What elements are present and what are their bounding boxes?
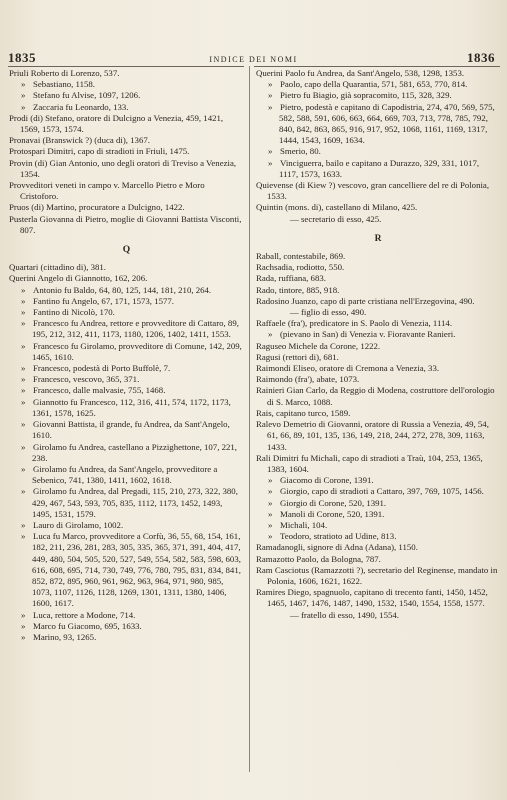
index-entry: Ralevo Demetrio di Giovanni, oratore di Russia a Venezia, 49, 54, 61, 66, 89, 101, 135, 136, 149, 218, 244, 272, 278, 309, 1163, 1433.	[256, 419, 489, 452]
index-subentry-text: Giorgio di Corone, 520, 1391.	[280, 497, 387, 508]
index-subentry	[256, 90, 500, 101]
index-subentry	[256, 520, 500, 531]
header-rule-left	[8, 66, 244, 67]
index-subentry-text: (pievano in San) di Venezia v. Fioravante Ranieri.	[280, 329, 456, 340]
index-subentry	[9, 632, 244, 643]
index-entry: Pruos (di) Martino, procuratore a Dulcigno, 1422.	[9, 202, 185, 213]
index-entry: Pronavai (Branswick ?) (duca di), 1367.	[9, 135, 150, 146]
index-subentry-text: Francesco fu Girolamo, provveditore di Comune, 142, 209, 1465, 1610.	[32, 340, 242, 362]
index-subentry	[256, 475, 500, 486]
index-entry: Rado, tintore, 885, 918.	[256, 284, 340, 295]
index-subentry	[9, 285, 244, 296]
index-entry: Pusterla Giovanna di Pietro, moglie di Giovanni Battista Visconti, 807.	[9, 213, 242, 235]
index-subentry	[256, 158, 500, 180]
index-subentry-text: Pietro fu Biagio, già sopracomito, 115, 328, 329.	[280, 90, 452, 101]
index-subentry-text: Pietro, podestà e capitano di Capodistria, 274, 470, 569, 575, 582, 588, 591, 606, 663, 664, 669, 703, 713, 778, 785, 792, 840, 842, 863, 865, 916, 917, 952, 1068, 1161, 1169, 1317, 1444, 1543, 1609, 1634.	[279, 101, 495, 146]
index-subentry-text: Teodoro, stratioto ad Udine, 813.	[280, 531, 397, 542]
index-subentry-text: Lauro di Girolamo, 1002.	[33, 519, 124, 530]
index-subentry-text: Giacomo di Corone, 1391.	[280, 475, 374, 486]
index-subentry	[9, 102, 244, 113]
index-subentry	[9, 520, 244, 531]
ditto-mark: »	[21, 284, 26, 295]
index-entry: Priuli Roberto di Lorenzo, 537.	[9, 68, 120, 78]
index-subentry	[9, 486, 244, 520]
ditto-mark: »	[21, 101, 26, 112]
index-subentry	[9, 610, 244, 621]
index-subentry-text: Vinciguerra, bailo e capitano a Durazzo, 329, 331, 1017, 1117, 1573, 1633.	[279, 157, 480, 179]
index-entry: Provveditori veneti in campo v. Marcello Pietro e Moro Cristoforo.	[9, 180, 205, 202]
index-subentry-text: Antonio fu Baldo, 64, 80, 125, 144, 181, 210, 264.	[33, 284, 212, 295]
index-entry: Raffaele (fra'), predicatore in S. Paolo di Venezia, 1114.	[256, 318, 453, 329]
ditto-mark: »	[21, 486, 26, 497]
index-subentry	[9, 363, 244, 374]
index-subentry	[256, 509, 500, 520]
ditto-mark: »	[21, 340, 26, 351]
index-entry: Raball, contestabile, 869.	[256, 251, 346, 262]
ditto-mark: »	[21, 609, 26, 620]
index-subentry	[9, 318, 244, 340]
section-letter: Q	[122, 245, 131, 256]
index-subentry-text: Marco fu Giacomo, 695, 1633.	[33, 620, 142, 631]
ditto-mark: »	[268, 497, 273, 508]
index-subentry-text: Michali, 104.	[280, 519, 328, 530]
header-rule-right	[254, 66, 500, 67]
index-subentry	[9, 307, 244, 318]
index-subentry-text: Luca, rettore a Modone, 714.	[33, 609, 136, 620]
ditto-mark: »	[21, 90, 26, 101]
index-subentry-text: Girolamo fu Andrea, dal Pregadi, 115, 210, 273, 322, 380, 429, 467, 543, 593, 705, 835, 1112, 1173, 1452, 1493, 1495, 1531, 1579.	[32, 486, 238, 519]
index-subentry-text: Fantino di Nicolò, 170.	[33, 307, 115, 318]
index-entry: Provin (di) Gian Antonio, uno degli oratori di Treviso a Venezia, 1354.	[9, 157, 237, 179]
index-subentry-text: Francesco, dalle malvasie, 755, 1468.	[33, 385, 166, 396]
index-subentry-text: Smerio, 80.	[280, 146, 321, 157]
ditto-mark: »	[21, 385, 26, 396]
index-subentry	[9, 531, 244, 609]
ditto-mark: »	[268, 329, 273, 340]
index-subentry	[9, 374, 244, 385]
index-subentry	[256, 102, 500, 147]
index-entry: Quievense (di Kiew ?) vescovo, gran cancelliere del re di Polonia, 1533.	[256, 180, 490, 202]
index-subentry	[9, 442, 244, 464]
ditto-mark: »	[268, 486, 273, 497]
index-entry: Ramires Diego, spagnuolo, capitano di trecento fanti, 1450, 1452, 1465, 1467, 1476, 1487, 1490, 1532, 1540, 1554, 1558, 1577.	[256, 587, 488, 609]
index-entry: Ramazotto Paolo, da Bologna, 787.	[256, 553, 381, 564]
ditto-mark: »	[21, 295, 26, 306]
index-entry: Rainieri Gian Carlo, da Reggio di Modena, costruttore dell'orologio di S. Marco, 1088.	[256, 385, 495, 407]
left-page-number: 1835	[8, 50, 36, 65]
index-related-entry: — figlio di esso, 490.	[290, 307, 367, 318]
index-related-entry: — secretario di esso, 425.	[290, 213, 382, 224]
ditto-mark: »	[21, 396, 26, 407]
index-subentry	[256, 329, 500, 340]
index-subentry-text: Giannotto fu Francesco, 112, 316, 411, 574, 1172, 1173, 1361, 1578, 1625.	[32, 396, 231, 418]
index-subentry	[9, 419, 244, 441]
index-subentry-text: Girolamo fu Andrea, da Sant'Angelo, provveditore a Sebenico, 741, 1380, 1411, 1602, 1618.	[32, 463, 218, 486]
index-entry: Raimondo (fra'), abate, 1073.	[256, 374, 360, 385]
index-subentry-text: Marino, 93, 1265.	[33, 631, 97, 642]
ditto-mark: »	[21, 463, 26, 474]
index-subentry	[256, 531, 500, 542]
index-entry: Rachsadia, rodiotto, 550.	[256, 262, 345, 273]
column-divider	[249, 66, 250, 772]
index-subentry-text: Francesco, podestà di Porto Buffolè, 7.	[33, 363, 171, 374]
index-entry: Rais, capitano turco, 1589.	[256, 407, 351, 418]
index-entry: Protospari Dimitri, capo di stradioti in Friuli, 1475.	[9, 146, 190, 157]
index-entry: Rada, ruffiana, 683.	[256, 273, 326, 284]
index-subentry	[9, 341, 244, 363]
section-letter: R	[374, 233, 382, 244]
index-related-entry: — fratello di esso, 1490, 1554.	[290, 609, 399, 620]
ditto-mark: »	[21, 318, 26, 329]
index-subentry	[9, 397, 244, 419]
ditto-mark: »	[268, 475, 273, 486]
index-subentry-text: Giovanni Battista, il grande, fu Andrea, da Sant'Angelo, 1610.	[32, 419, 230, 441]
index-subentry-text: Fantino fu Angelo, 67, 171, 1573, 1577.	[33, 295, 174, 306]
left-column	[9, 68, 244, 643]
ditto-mark: »	[21, 620, 26, 631]
ditto-mark: »	[268, 101, 273, 112]
index-subentry	[9, 621, 244, 632]
ditto-mark: »	[21, 531, 26, 542]
ditto-mark: »	[21, 374, 26, 385]
ditto-mark: »	[268, 508, 273, 519]
index-entry: Prodi (di) Stefano, oratore di Dulcigno a Venezia, 459, 1421, 1569, 1573, 1574.	[9, 112, 224, 135]
header-title: INDICE DEI NOMI	[209, 55, 298, 64]
index-subentry-text: Paolo, capo della Quarantia, 571, 581, 653, 770, 814.	[280, 79, 468, 90]
index-entry: Ramadanogli, signore di Adna (Adana), 1150.	[256, 542, 418, 553]
index-subentry	[256, 498, 500, 509]
index-subentry	[9, 385, 244, 396]
ditto-mark: »	[21, 631, 26, 642]
index-entry: Raguseo Michele da Corone, 1222.	[256, 340, 381, 351]
index-subentry-text: Manoli di Corone, 520, 1391.	[280, 508, 385, 519]
index-subentry-text: Francesco, vescovo, 365, 371.	[33, 374, 140, 385]
index-subentry	[256, 146, 500, 157]
index-subentry-text: Francesco fu Andrea, rettore e provveditore di Cattaro, 89, 195, 212, 312, 411, 1173, 1180, 1206, 1402, 1411, 1553.	[32, 318, 239, 340]
ditto-mark: »	[268, 519, 273, 530]
index-subentry	[9, 79, 244, 90]
right-column	[256, 68, 500, 621]
index-subentry-text: Girolamo fu Andrea, castellano a Pizzighettone, 107, 221, 238.	[32, 441, 237, 463]
index-subentry-text: Sebastiano, 1158.	[33, 79, 95, 90]
right-page-number: 1836	[467, 50, 495, 65]
index-subentry	[256, 486, 500, 497]
index-subentry-text: Stefano fu Alvise, 1097, 1206.	[33, 90, 141, 101]
index-subentry	[9, 296, 244, 307]
ditto-mark: »	[21, 363, 26, 374]
ditto-mark: »	[21, 79, 26, 90]
ditto-mark: »	[21, 419, 26, 430]
index-entry: Querini Angelo di Giannotto, 162, 206.	[9, 273, 148, 284]
ditto-mark: »	[268, 157, 273, 168]
index-entry: Quartari (cittadino di), 381.	[9, 262, 106, 273]
ditto-mark: »	[21, 519, 26, 530]
ditto-mark: »	[268, 531, 273, 542]
index-entry: Rali Dimitri fu Michali, capo di stradioti a Traù, 104, 253, 1365, 1383, 1604.	[256, 452, 483, 474]
index-subentry	[256, 79, 500, 90]
ditto-mark: »	[21, 441, 26, 452]
index-subentry-text: Giorgio, capo di stradioti a Cattaro, 397, 769, 1075, 1456.	[280, 486, 484, 497]
index-entry: Ram Casciotus (Ramazzotti ?), secretario del Reginense, mandato in Polonia, 1606, 1621, 1622.	[256, 564, 498, 586]
index-entry: Raimondi Eliseo, oratore di Cremona a Venezia, 33.	[256, 363, 440, 374]
index-subentry	[9, 464, 244, 486]
index-entry: Querini Paolo fu Andrea, da Sant'Angelo, 538, 1298, 1353.	[256, 68, 465, 78]
ditto-mark: »	[21, 307, 26, 318]
index-entry: Quintin (mons. di), castellano di Milano, 425.	[256, 202, 418, 213]
index-subentry-text: Zaccaria fu Leonardo, 133.	[33, 101, 129, 112]
ditto-mark: »	[268, 90, 273, 101]
index-entry: Radosino Juanzo, capo di parte cristiana nell'Erzegovina, 490.	[256, 295, 475, 306]
index-entry: Ragusi (rettori di), 681.	[256, 351, 339, 362]
ditto-mark: »	[268, 146, 273, 157]
index-subentry	[9, 90, 244, 101]
ditto-mark: »	[268, 79, 273, 90]
index-subentry-text: Luca fu Marco, provveditore a Corfù, 36, 55, 68, 154, 161, 182, 211, 236, 281, 283, 305, 335, 365, 371, 391, 404, 417, 449, 480, 504, 505, 520, 527, 549, 554, 582, 583, 598, 603, 616, 608, 695, 714, 730, 749, 776, 780, 795, 831, 834, 841, 852, 872, 895, 960, 961, 962, 963, 964, 971, 980, 985, 1073, 1107, 1126, 1128, 1269, 1301, 1311, 1380, 1406, 1600, 1617.	[32, 531, 241, 609]
